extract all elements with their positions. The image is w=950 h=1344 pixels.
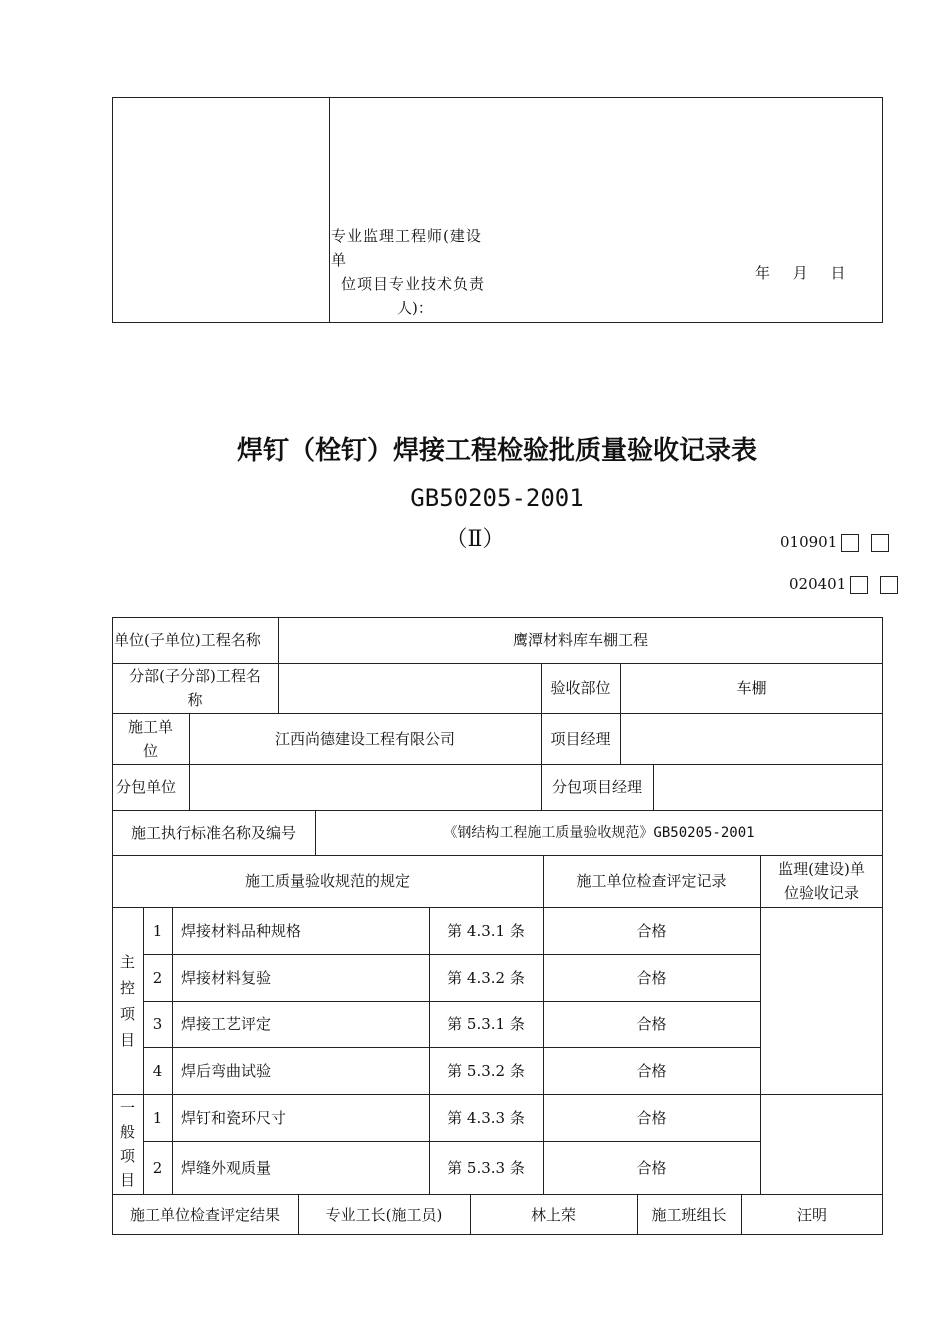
code-2: 020401 [789, 575, 847, 593]
inspection-result-label: 施工单位检查评定结果 [129, 1205, 280, 1224]
signature-date: 年 月 日 [755, 264, 846, 282]
signer-line-2: 单 [331, 251, 347, 269]
sub-project-manager-label: 分包项目经理 [551, 778, 642, 796]
item-clause: 第 4.3.1 条 [447, 921, 525, 940]
code-row-1 [780, 533, 889, 552]
item-result: 合格 [636, 1015, 667, 1033]
signer-line-1: 专业监理工程师(建设 [331, 227, 482, 245]
supervision-column-header [760, 855, 883, 907]
code-row-2 [789, 575, 898, 594]
item-name: 焊接工艺评定 [181, 1015, 272, 1033]
team-leader-name: 汪明 [796, 1205, 827, 1224]
contractor-label-line2: 位 [142, 741, 158, 760]
item-clause: 第 4.3.2 条 [447, 968, 525, 987]
signer-line-4: 人)： [397, 299, 433, 317]
supervision-header-line1: 监理(建设)单 [778, 860, 865, 878]
checkbox-2a[interactable] [850, 576, 868, 594]
item-name: 焊接材料品种规格 [181, 921, 302, 940]
group-char: 目 [119, 1030, 135, 1049]
section-roman: （Ⅱ） [445, 527, 505, 552]
standard-name: 《钢结构工程施工质量验收规范》GB50205-2001 [443, 824, 755, 841]
checkbox-1a[interactable] [841, 534, 859, 552]
item-result: 合格 [636, 1158, 667, 1177]
sub-project-label-line1: 分部(子分部)工程名 [129, 667, 261, 685]
checkbox-2b[interactable] [880, 576, 898, 594]
checkbox-1b[interactable] [871, 534, 889, 552]
contractor-label [112, 713, 189, 764]
sub-project-manager-value[interactable] [653, 764, 883, 810]
item-name: 焊钉和瓷环尺寸 [181, 1108, 287, 1127]
item-result: 合格 [636, 1061, 667, 1080]
contractor: 江西尚德建设工程有限公司 [274, 729, 455, 748]
group-char: 控 [119, 978, 135, 997]
team-leader-label: 施工班组长 [651, 1205, 727, 1224]
supervision-header-line2: 位验收记录 [783, 884, 859, 902]
foreman-name: 林上荣 [530, 1205, 576, 1224]
form-title: 焊钉（栓钉）焊接工程检验批质量验收记录表 [236, 436, 757, 466]
foreman-label: 专业工长(施工员) [325, 1205, 443, 1224]
item-clause: 第 4.3.3 条 [447, 1108, 525, 1127]
standard-code: GB50205-2001 [410, 484, 584, 512]
signer-line-3: 位项目专业技术负责 [341, 275, 486, 293]
sub-project-label [112, 663, 278, 713]
project-manager-value[interactable] [620, 713, 883, 764]
supervisor-signature-label [331, 224, 521, 320]
record-column-header: 施工单位检查评定记录 [576, 872, 727, 890]
project-name-label: 单位(子单位)工程名称 [114, 631, 261, 649]
item-clause: 第 5.3.2 条 [447, 1061, 525, 1080]
item-no: 2 [152, 968, 163, 987]
item-result: 合格 [636, 1108, 667, 1127]
sub-project-value[interactable] [278, 663, 541, 713]
item-no: 1 [152, 1108, 163, 1127]
acceptance-part-label: 验收部位 [550, 679, 611, 697]
standard-label: 施工执行标准名称及编号 [130, 823, 296, 842]
group-char: 项 [119, 1147, 135, 1165]
item-name: 焊缝外观质量 [181, 1158, 272, 1177]
item-result: 合格 [636, 921, 667, 940]
general-group-label [112, 1094, 143, 1194]
item-clause: 第 5.3.3 条 [447, 1158, 525, 1177]
subcontractor-value[interactable] [189, 764, 541, 810]
acceptance-part: 车棚 [736, 679, 767, 697]
item-no: 3 [152, 1015, 163, 1033]
main-supervision-record[interactable] [760, 907, 883, 1094]
top-table-divider [329, 97, 330, 323]
group-char: 般 [119, 1123, 135, 1141]
item-result: 合格 [636, 968, 667, 987]
group-char: 主 [119, 952, 135, 971]
item-name: 焊后弯曲试验 [181, 1061, 272, 1080]
group-char: 目 [119, 1171, 135, 1189]
item-no: 4 [152, 1061, 163, 1080]
item-no: 1 [152, 921, 163, 940]
spec-column-header: 施工质量验收规范的规定 [244, 872, 410, 890]
contractor-label-line1: 施工单 [127, 717, 173, 736]
general-supervision-record[interactable] [760, 1094, 883, 1194]
main-control-group-label [112, 907, 143, 1094]
item-clause: 第 5.3.1 条 [447, 1015, 525, 1033]
group-char: 一 [119, 1099, 135, 1117]
project-manager-label: 项目经理 [550, 729, 611, 748]
subcontractor-label: 分包单位 [116, 778, 177, 796]
group-char: 项 [119, 1004, 135, 1023]
code-1: 010901 [780, 533, 838, 551]
item-no: 2 [152, 1158, 163, 1177]
project-name: 鹰潭材料库车棚工程 [512, 631, 648, 649]
item-name: 焊接材料复验 [181, 968, 272, 987]
sub-project-label-line2: 称 [187, 691, 203, 709]
